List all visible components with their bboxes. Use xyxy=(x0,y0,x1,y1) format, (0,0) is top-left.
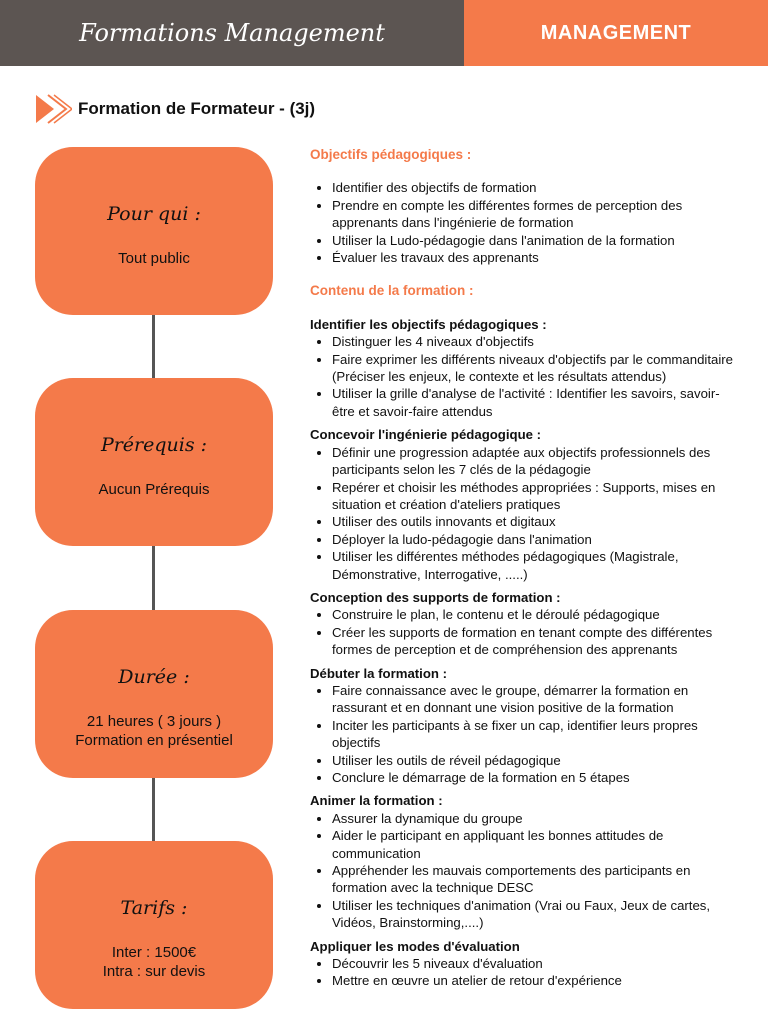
card-title: Durée : xyxy=(118,666,190,688)
list-item: • Faire exprimer les différents niveaux d'objectifs par le commanditaire (Préciser les enjeux, le contexte et les résultats attendus) xyxy=(332,351,735,386)
list-item: • Déployer la ludo-pédagogie dans l'animation xyxy=(332,531,735,548)
group-list xyxy=(310,955,735,990)
list-item: • Utiliser des outils innovants et digitaux xyxy=(332,513,735,530)
list-item: • Utiliser les techniques d'animation (Vrai ou Faux, Jeux de cartes, Vidéos, Brainstorming,....) xyxy=(332,897,735,932)
group-list xyxy=(310,606,735,658)
header-title-bar xyxy=(0,0,464,66)
list-item: • Inciter les participants à se fixer un cap, identifier leurs propres objectifs xyxy=(332,717,735,752)
group-title: Conception des supports de formation : xyxy=(310,589,561,605)
group-list xyxy=(310,444,735,583)
card-body xyxy=(35,943,273,981)
list-item: • Créer les supports de formation en tenant compte des différentes formes de perception et de compréhension des apprenants xyxy=(332,624,735,659)
content-column xyxy=(310,146,735,990)
course-heading xyxy=(34,93,315,125)
list-item: • Évaluer les travaux des apprenants xyxy=(332,249,735,266)
list-item: • Découvrir les 5 niveaux d'évaluation xyxy=(332,955,735,972)
card-duree xyxy=(35,610,273,778)
card-title: Tarifs : xyxy=(120,897,188,919)
group-list xyxy=(310,333,735,420)
card-line: Aucun Prérequis xyxy=(98,481,210,498)
list-item: • Repérer et choisir les méthodes appropriées : Supports, mises en situation et création d'ateliers pratiques xyxy=(332,479,735,514)
list-item: • Utiliser les différentes méthodes pédagogiques (Magistrale, Démonstrative, Interrogative, .....) xyxy=(332,548,735,583)
list-item: • Définir une progression adaptée aux objectifs professionnels des participants selon les 7 clés de la pédagogie xyxy=(332,444,735,479)
list-item: • Prendre en compte les différentes formes de perception des apprenants dans l'ingénierie de formation xyxy=(332,197,735,232)
card-prerequis xyxy=(35,378,273,546)
card-tarifs xyxy=(35,841,273,1009)
group-title: Concevoir l'ingénierie pédagogique : xyxy=(310,427,542,443)
list-item: • Aider le participant en appliquant les bonnes attitudes de communication xyxy=(332,827,735,862)
group-title: Appliquer les modes d'évaluation xyxy=(310,938,520,954)
card-line: Tout public xyxy=(118,250,190,267)
card-body xyxy=(35,249,273,268)
card-line: 21 heures ( 3 jours ) xyxy=(86,713,222,730)
contenu-title: Contenu de la formation : xyxy=(310,283,474,299)
list-item: • Assurer la dynamique du groupe xyxy=(332,810,735,827)
list-item: • Mettre en œuvre un atelier de retour d'expérience xyxy=(332,972,735,989)
double-arrow-icon xyxy=(34,93,72,125)
list-item: • Appréhender les mauvais comportements des participants en formation avec la technique DESC xyxy=(332,862,735,897)
list-item: • Utiliser la grille d'analyse de l'activité : Identifier les savoirs, savoir-être et savoir-faire attendus xyxy=(332,385,735,420)
card-title: Pour qui : xyxy=(107,203,201,225)
header-badge: MANAGEMENT xyxy=(540,21,692,44)
card-title: Prérequis : xyxy=(100,434,208,456)
group-title: Identifier les objectifs pédagogiques : xyxy=(310,316,547,332)
card-line: Formation en présentiel xyxy=(75,732,233,749)
card-body xyxy=(35,480,273,499)
card-line: Inter : 1500€ xyxy=(111,944,197,961)
list-item: • Conclure le démarrage de la formation en 5 étapes xyxy=(332,769,735,786)
header-title: Formations Management xyxy=(79,19,385,47)
group-list xyxy=(310,810,735,932)
objectifs-title: Objectifs pédagogiques : xyxy=(310,147,472,162)
list-item: • Utiliser la Ludo-pédagogie dans l'animation de la formation xyxy=(332,232,735,249)
list-item: • Faire connaissance avec le groupe, démarrer la formation en rassurant et en donnant une vision positive de la formation xyxy=(332,682,735,717)
objectifs-list xyxy=(310,179,735,266)
card-line: Intra : sur devis xyxy=(102,963,206,980)
card-body xyxy=(35,712,273,750)
group-title: Débuter la formation : xyxy=(310,665,448,681)
group-title: Animer la formation : xyxy=(310,793,443,809)
group-list xyxy=(310,682,735,786)
list-item: • Construire le plan, le contenu et le déroulé pédagogique xyxy=(332,606,735,623)
card-pour-qui xyxy=(35,147,273,315)
header-badge-bar xyxy=(464,0,768,66)
list-item: • Identifier des objectifs de formation xyxy=(332,179,735,196)
list-item: • Utiliser les outils de réveil pédagogique xyxy=(332,752,735,769)
course-title: Formation de Formateur - (3j) xyxy=(78,99,316,118)
list-item: • Distinguer les 4 niveaux d'objectifs xyxy=(332,333,735,350)
